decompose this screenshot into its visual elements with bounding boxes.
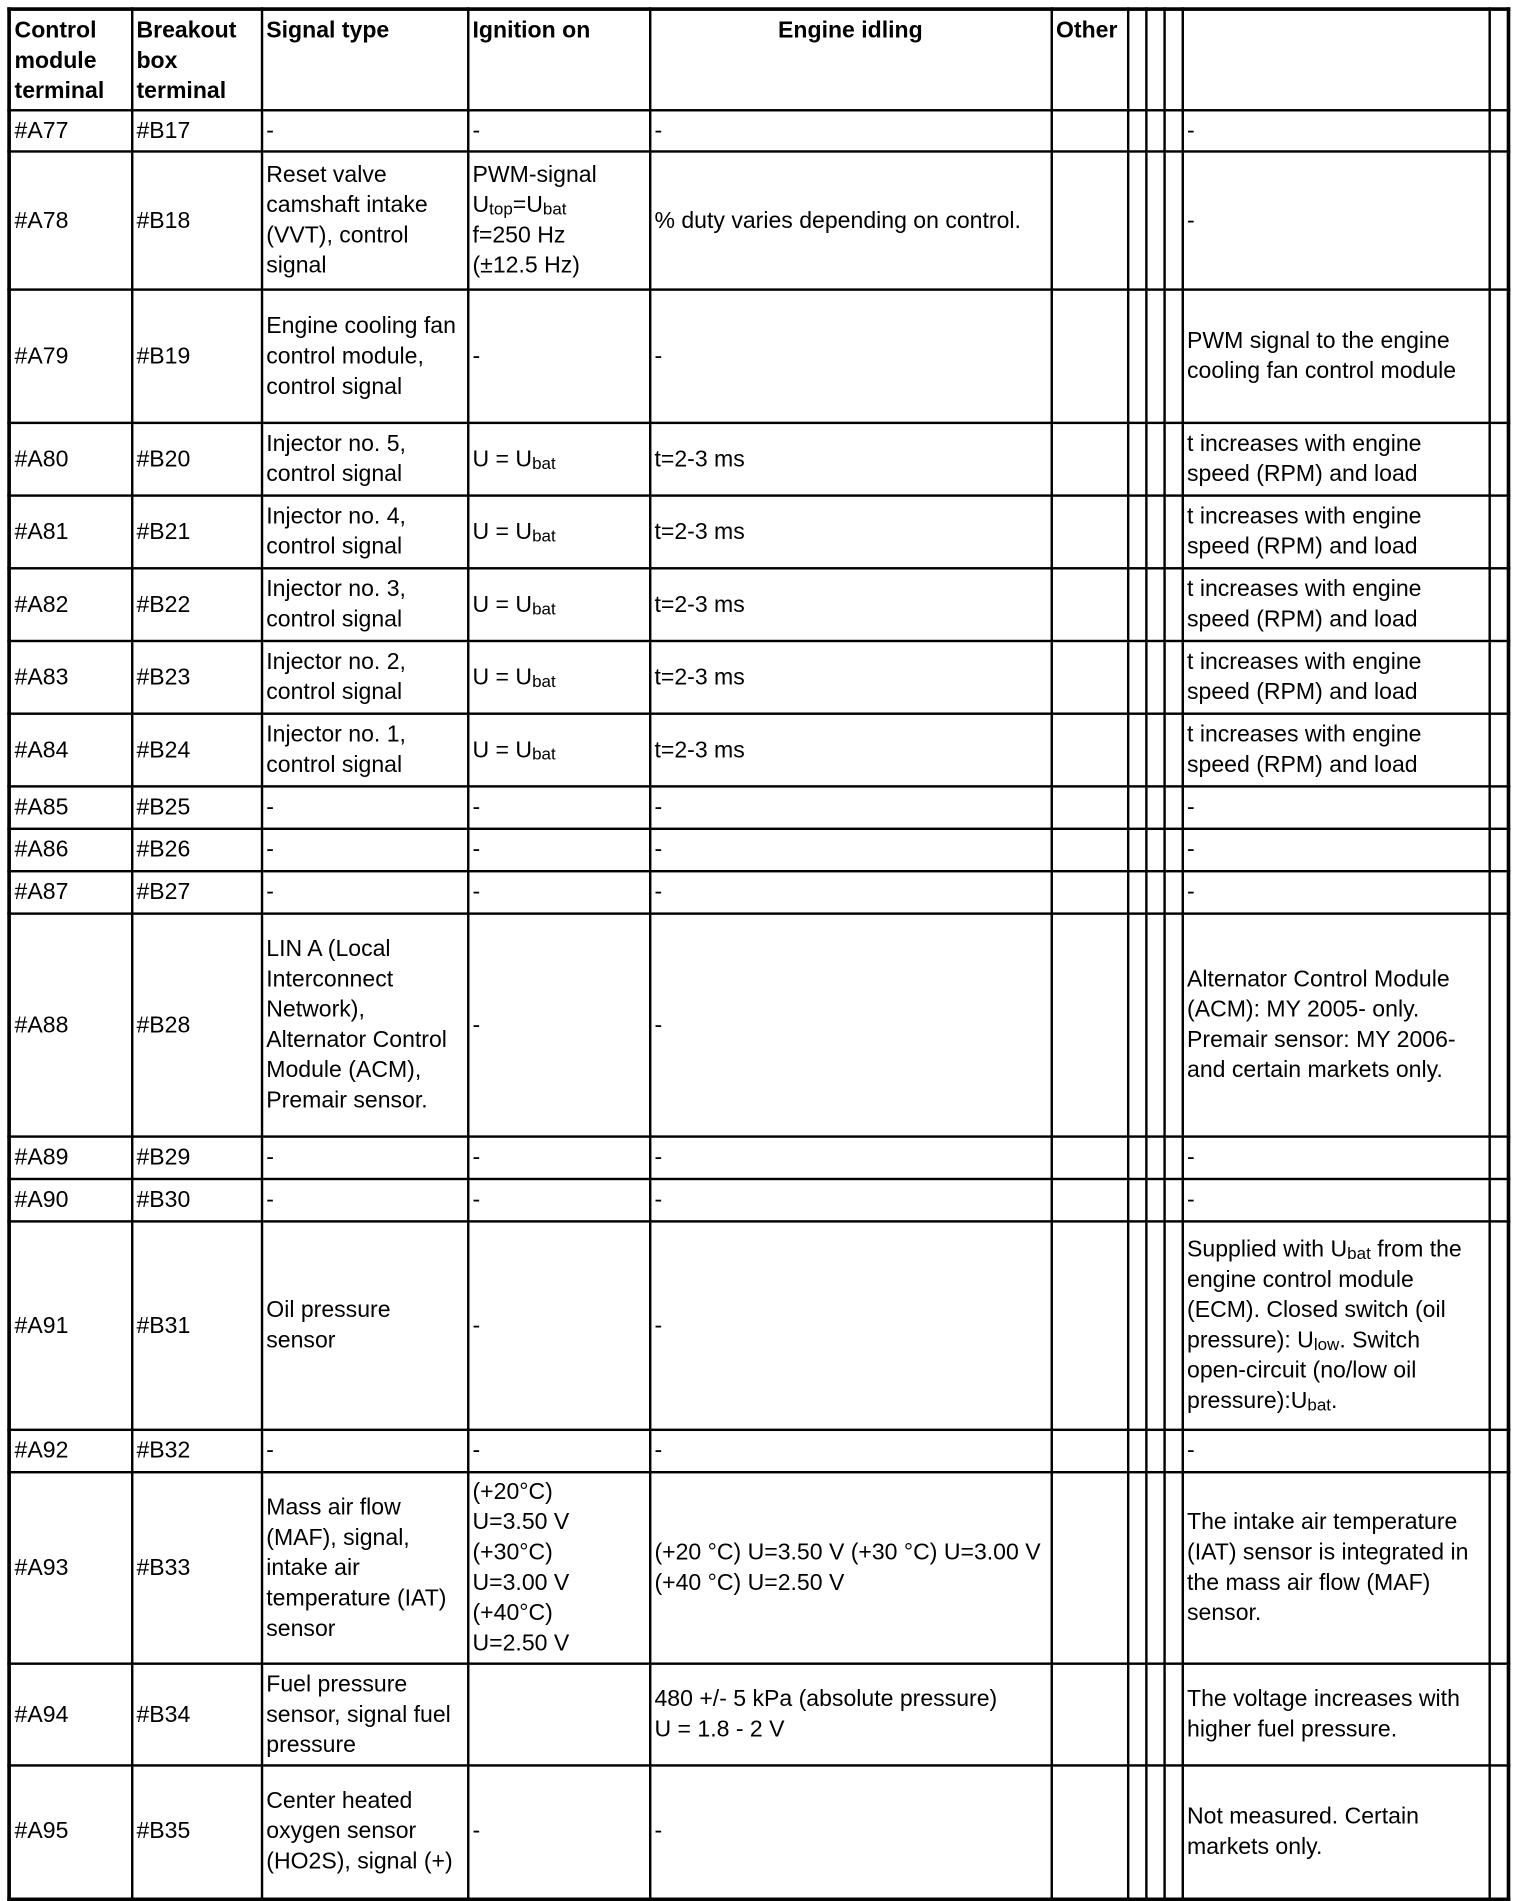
- engine-idling: -: [650, 1137, 1052, 1179]
- cm-terminal: #A92: [9, 1430, 132, 1472]
- engine-idling: -: [650, 290, 1052, 423]
- bb-terminal: #B34: [132, 1664, 262, 1766]
- ignition-on: [468, 1664, 650, 1766]
- remarks: -: [1182, 1137, 1489, 1179]
- table-row: [9, 786, 1508, 828]
- other-cell: [1051, 829, 1127, 871]
- table-row: [9, 1472, 1508, 1663]
- engine-idling: 480 +/- 5 kPa (absolute pressure) U = 1.8 - 2 V: [650, 1664, 1052, 1766]
- signal-type: Injector no. 1, control signal: [261, 714, 467, 787]
- ignition-on: -: [468, 1137, 650, 1179]
- bb-terminal: #B35: [132, 1765, 262, 1898]
- table-row: [9, 1137, 1508, 1179]
- engine-idling: -: [650, 871, 1052, 913]
- bb-terminal: #B33: [132, 1472, 262, 1663]
- signal-type: Mass air flow (MAF), signal, intake air temperature (IAT) sensor: [261, 1472, 467, 1663]
- signal-type: Injector no. 4, control signal: [261, 496, 467, 569]
- ignition-on: $U = U_{bat}$: [468, 496, 650, 569]
- signal-type: Injector no. 3, control signal: [261, 568, 467, 641]
- bb-terminal: #B19: [132, 290, 262, 423]
- remarks: -: [1182, 151, 1489, 289]
- header-row: [9, 9, 1508, 110]
- header-spacer-4: [1489, 9, 1508, 110]
- cm-terminal: #A86: [9, 829, 132, 871]
- other-cell: [1051, 496, 1127, 569]
- ignition-on: -: [468, 110, 650, 151]
- bb-terminal: #B24: [132, 714, 262, 787]
- bb-terminal: #B28: [132, 914, 262, 1137]
- other-cell: [1051, 1137, 1127, 1179]
- header-ignition-on: Ignition on: [468, 9, 650, 110]
- table-row: [9, 1221, 1508, 1429]
- table-row: [9, 829, 1508, 871]
- cm-terminal: #A78: [9, 151, 132, 289]
- other-cell: [1051, 568, 1127, 641]
- engine-idling: -: [650, 914, 1052, 1137]
- bb-terminal: #B21: [132, 496, 262, 569]
- remarks: -: [1182, 110, 1489, 151]
- engine-idling: -: [650, 1179, 1052, 1221]
- bb-terminal: #B29: [132, 1137, 262, 1179]
- engine-idling: -: [650, 829, 1052, 871]
- header-remarks: [1182, 9, 1489, 110]
- remarks: The intake air temperature (IAT) sensor is integrated in the mass air flow (MAF) sensor.: [1182, 1472, 1489, 1663]
- engine-idling: -: [650, 1430, 1052, 1472]
- bb-terminal: #B22: [132, 568, 262, 641]
- engine-idling: % duty varies depending on control.: [650, 151, 1052, 289]
- other-cell: [1051, 110, 1127, 151]
- ignition-on: PWM-signal $U_{top}=U_{bat}$ f=250 Hz (±12.5 Hz): [468, 151, 650, 289]
- engine-idling: t=2-3 ms: [650, 496, 1052, 569]
- cm-terminal: #A89: [9, 1137, 132, 1179]
- table-row: [9, 110, 1508, 151]
- cm-terminal: #A88: [9, 914, 132, 1137]
- header-engine-idling: Engine idling: [650, 9, 1052, 110]
- remarks: t increases with engine speed (RPM) and load: [1182, 496, 1489, 569]
- header-spacer-1: [1128, 9, 1146, 110]
- remarks: t increases with engine speed (RPM) and load: [1182, 423, 1489, 496]
- ignition-on: $U = U_{bat}$: [468, 714, 650, 787]
- remarks: -: [1182, 829, 1489, 871]
- other-cell: [1051, 786, 1127, 828]
- table-row: [9, 496, 1508, 569]
- cm-terminal: #A91: [9, 1221, 132, 1429]
- bb-terminal: #B27: [132, 871, 262, 913]
- ignition-on: -: [468, 829, 650, 871]
- other-cell: [1051, 1472, 1127, 1663]
- ignition-on: -: [468, 1430, 650, 1472]
- header-breakout-box-terminal: Breakout box terminal: [132, 9, 262, 110]
- cm-terminal: #A84: [9, 714, 132, 787]
- remarks: -: [1182, 1179, 1489, 1221]
- remarks: t increases with engine speed (RPM) and load: [1182, 568, 1489, 641]
- header-signal-type: Signal type: [261, 9, 467, 110]
- ignition-on: -: [468, 290, 650, 423]
- remarks: t increases with engine speed (RPM) and load: [1182, 714, 1489, 787]
- other-cell: [1051, 871, 1127, 913]
- bb-terminal: #B20: [132, 423, 262, 496]
- bb-terminal: #B25: [132, 786, 262, 828]
- signal-type: -: [261, 1179, 467, 1221]
- ignition-on: -: [468, 1765, 650, 1898]
- signal-type: -: [261, 786, 467, 828]
- signal-type: Injector no. 5, control signal: [261, 423, 467, 496]
- table-row: [9, 871, 1508, 913]
- header-control-module-terminal: Control module terminal: [9, 9, 132, 110]
- remarks: -: [1182, 786, 1489, 828]
- signal-type: -: [261, 110, 467, 151]
- signal-type: Center heated oxygen sensor (HO2S), signal (+): [261, 1765, 467, 1898]
- ignition-on: (+20°C) U=3.50 V (+30°C) U=3.00 V (+40°C) U=2.50 V: [468, 1472, 650, 1663]
- ignition-on: $U = U_{bat}$: [468, 423, 650, 496]
- ignition-on: -: [468, 871, 650, 913]
- other-cell: [1051, 914, 1127, 1137]
- terminal-signal-table: [7, 7, 1510, 1900]
- engine-idling: -: [650, 1221, 1052, 1429]
- signal-type: Oil pressure sensor: [261, 1221, 467, 1429]
- bb-terminal: #B26: [132, 829, 262, 871]
- remarks: -: [1182, 1430, 1489, 1472]
- bb-terminal: #B17: [132, 110, 262, 151]
- cm-terminal: #A85: [9, 786, 132, 828]
- table-row: [9, 568, 1508, 641]
- cm-terminal: #A77: [9, 110, 132, 151]
- remarks: -: [1182, 871, 1489, 913]
- other-cell: [1051, 1430, 1127, 1472]
- table-row: [9, 290, 1508, 423]
- table-row: [9, 1664, 1508, 1766]
- table-row: [9, 151, 1508, 289]
- signal-type: -: [261, 1430, 467, 1472]
- table-row: [9, 914, 1508, 1137]
- signal-type: Injector no. 2, control signal: [261, 641, 467, 714]
- cm-terminal: #A90: [9, 1179, 132, 1221]
- bb-terminal: #B23: [132, 641, 262, 714]
- engine-idling: t=2-3 ms: [650, 714, 1052, 787]
- table-row: [9, 641, 1508, 714]
- other-cell: [1051, 423, 1127, 496]
- cm-terminal: #A93: [9, 1472, 132, 1663]
- ignition-on: $U = U_{bat}$: [468, 641, 650, 714]
- cm-terminal: #A87: [9, 871, 132, 913]
- other-cell: [1051, 641, 1127, 714]
- signal-type: Engine cooling fan control module, control signal: [261, 290, 467, 423]
- bb-terminal: #B32: [132, 1430, 262, 1472]
- remarks: t increases with engine speed (RPM) and load: [1182, 641, 1489, 714]
- engine-idling: -: [650, 110, 1052, 151]
- cm-terminal: #A80: [9, 423, 132, 496]
- other-cell: [1051, 151, 1127, 289]
- signal-type: -: [261, 871, 467, 913]
- other-cell: [1051, 714, 1127, 787]
- engine-idling: -: [650, 786, 1052, 828]
- signal-type: -: [261, 829, 467, 871]
- table-row: [9, 1179, 1508, 1221]
- header-other: Other: [1051, 9, 1127, 110]
- table-row: [9, 714, 1508, 787]
- cm-terminal: #A94: [9, 1664, 132, 1766]
- engine-idling: t=2-3 ms: [650, 641, 1052, 714]
- remarks: Supplied with $U_{bat}$ from the engine control module (ECM). Closed switch (oil pressure): $U_{low}$. Switch open-circuit (no/low oil $pressure):U_{bat}$.: [1182, 1221, 1489, 1429]
- remarks: PWM signal to the engine cooling fan control module: [1182, 290, 1489, 423]
- engine-idling: t=2-3 ms: [650, 568, 1052, 641]
- remarks: The voltage increases with higher fuel pressure.: [1182, 1664, 1489, 1766]
- table-row: [9, 1765, 1508, 1898]
- remarks: Alternator Control Module (ACM): MY 2005- only. Premair sensor: MY 2006- and certain markets only.: [1182, 914, 1489, 1137]
- cm-terminal: #A79: [9, 290, 132, 423]
- header-spacer-2: [1146, 9, 1164, 110]
- remarks: Not measured. Certain markets only.: [1182, 1765, 1489, 1898]
- ignition-on: -: [468, 1221, 650, 1429]
- other-cell: [1051, 290, 1127, 423]
- signal-type: Reset valve camshaft intake (VVT), control signal: [261, 151, 467, 289]
- other-cell: [1051, 1221, 1127, 1429]
- engine-idling: (+20 °C) U=3.50 V (+30 °C) U=3.00 V (+40 °C) U=2.50 V: [650, 1472, 1052, 1663]
- table-row: [9, 423, 1508, 496]
- engine-idling: t=2-3 ms: [650, 423, 1052, 496]
- bb-terminal: #B18: [132, 151, 262, 289]
- bb-terminal: #B31: [132, 1221, 262, 1429]
- bb-terminal: #B30: [132, 1179, 262, 1221]
- signal-type: Fuel pressure sensor, signal fuel pressure: [261, 1664, 467, 1766]
- header-spacer-3: [1164, 9, 1182, 110]
- table-row: [9, 1430, 1508, 1472]
- ignition-on: -: [468, 914, 650, 1137]
- ignition-on: $U = U_{bat}$: [468, 568, 650, 641]
- ignition-on: -: [468, 786, 650, 828]
- other-cell: [1051, 1765, 1127, 1898]
- engine-idling: -: [650, 1765, 1052, 1898]
- cm-terminal: #A82: [9, 568, 132, 641]
- cm-terminal: #A95: [9, 1765, 132, 1898]
- signal-type: -: [261, 1137, 467, 1179]
- other-cell: [1051, 1179, 1127, 1221]
- cm-terminal: #A81: [9, 496, 132, 569]
- signal-type: LIN A (Local Interconnect Network), Alternator Control Module (ACM), Premair sensor.: [261, 914, 467, 1137]
- ignition-on: -: [468, 1179, 650, 1221]
- other-cell: [1051, 1664, 1127, 1766]
- cm-terminal: #A83: [9, 641, 132, 714]
